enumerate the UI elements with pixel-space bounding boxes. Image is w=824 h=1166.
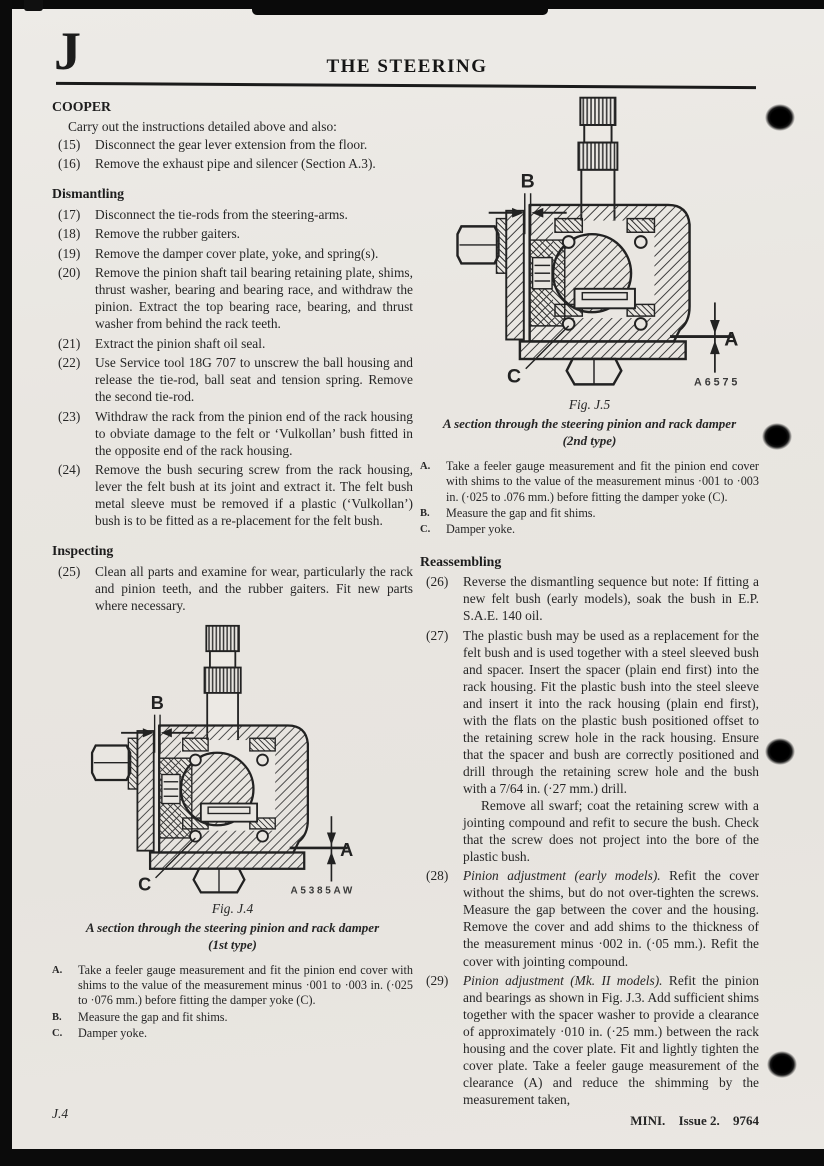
note-letter: A. <box>420 460 431 472</box>
figure-j5-drawing <box>438 92 750 392</box>
step-29 <box>420 972 759 1108</box>
callout-a: A <box>340 840 354 861</box>
figure-j4-type: (1st type) <box>208 937 257 953</box>
punch-hole <box>767 1051 797 1078</box>
callout-a: A <box>724 328 739 351</box>
step-text: Remove the bush securing screw from the rack housing, lever the felt bush at its joint and extract it. The felt bush metal sleeve must be removed if a plastic (‘Vulkollan’) bush is to be fitted as a re-placement for the felt bush. <box>95 462 413 529</box>
figure-part-number: A6575 <box>694 376 741 389</box>
step-23 <box>52 408 413 459</box>
cover-plate <box>520 341 686 384</box>
step-number: (23) <box>58 408 81 424</box>
figure-j5-caption: A section through the steering pinion and rack damper <box>442 416 737 432</box>
step-15 <box>52 136 413 153</box>
note-text: Take a feeler gauge measurement and fit the pinion end cover with shims to the value of the measurement minus ·001 to ·003 in. (·025 to .076 mm.) before fitting the damper yoke (C). <box>446 458 759 504</box>
callout-b: B <box>520 170 535 193</box>
step-rest: Refit the cover without the shims, but do not over-tighten the screws. Measure the gap between the cover and the housing. Remove the cover and add shims to the thickness of the measurement minus ·002 in. (·05 mm.). Refit the cover with jointing compound. <box>463 868 759 969</box>
figure-note-c <box>52 1026 413 1041</box>
note-letter: B. <box>52 1011 62 1023</box>
step-19 <box>52 245 413 262</box>
step-number: (16) <box>58 156 81 172</box>
cover-plate <box>150 852 304 892</box>
step-text: Clean all parts and examine for wear, particularly the rack and pinion teeth, and the rubber gaiters. Fit new parts where necessary. <box>95 563 413 613</box>
step-18 <box>52 225 413 242</box>
tail-bolt <box>92 738 137 789</box>
step-number: (15) <box>58 136 81 152</box>
note-text: Measure the gap and fit shims. <box>78 1009 228 1024</box>
step-number: (22) <box>58 355 81 371</box>
step-lead-italic: Pinion adjustment (Mk. II models). <box>463 973 663 989</box>
figure-note-a <box>52 963 413 1009</box>
step-text: Remove the damper cover plate, yoke, and spring(s). <box>95 245 379 261</box>
figure-j5-label: Fig. J.5 <box>568 397 611 412</box>
step-number: (25) <box>58 563 81 579</box>
step-number: (27) <box>426 627 449 643</box>
step-number: (17) <box>58 206 81 222</box>
note-letter: A. <box>52 964 63 976</box>
callout-b: B <box>150 693 164 714</box>
section-letter: J <box>54 21 81 81</box>
figure-j4-notes <box>52 963 413 1042</box>
step-text <box>463 867 759 969</box>
footer-code: 9764 <box>733 1113 759 1128</box>
page-title: THE STEERING <box>326 56 488 77</box>
scan-edge-bottom <box>0 1149 824 1166</box>
step-number: (29) <box>426 973 449 989</box>
step-paragraph-2: Remove all swarf; coat the retaining screw with a jointing compound and refit to secure the bush. Check that the screw does not project into the bore of the plastic bush. <box>463 797 759 864</box>
step-text <box>463 972 759 1108</box>
figure-note-b <box>52 1010 413 1025</box>
step-rest: Refit the pinion and bearings as shown in Fig. J.3. Add sufficient shims together with the spacer washer to provide a clearance of approximately ·010 in. (·25 mm.) between the rack housing and the cover plate. Fit and lightly tighten the cover plate. Take a feeler gauge measurement of the clearance (A) and reduce the shimming by the measurement taken, <box>463 973 759 1108</box>
step-17 <box>52 206 413 223</box>
scan-mark <box>24 0 43 11</box>
step-text: Disconnect the gear lever extension from the floor. <box>95 136 368 152</box>
step-number: (21) <box>58 335 81 351</box>
figure-note-a <box>420 459 759 505</box>
figure-j4-label: Fig. J.4 <box>211 900 254 916</box>
right-column <box>420 92 759 1111</box>
figure-j5-type: (2nd type) <box>562 433 617 449</box>
note-letter: C. <box>420 524 431 536</box>
scan-edge-top-thick <box>252 0 548 15</box>
step-16 <box>52 155 413 172</box>
heading-cooper: COOPER <box>52 99 112 114</box>
heading-dismantling: Dismantling <box>52 186 125 202</box>
step-number: (18) <box>58 226 81 242</box>
step-24 <box>52 461 413 529</box>
figure-j4 <box>52 624 413 1042</box>
scan-edge-left <box>0 0 12 1166</box>
step-text: Extract the pinion shaft oil seal. <box>95 335 266 351</box>
punch-hole <box>765 738 795 765</box>
step-text <box>463 627 759 865</box>
step-paragraph-1: The plastic bush may be used as a replacement for the felt bush and is used together with a steel sleeved bush and spacer. Insert the spacer (plain end first) into the rack housing. Fit the plastic bush into the steel sleeve and insert it into the rack housing (plain end first), with the flats on the plastic bush positioned offset to the retaining screw hole in the rack housing. Ensure that the spacer and bush are correctly positioned and drill through the retaining screw hole and the bush with a 7/64 in. (·27 mm.) drill. <box>463 627 759 796</box>
figure-note-c <box>420 522 759 537</box>
heading-reassembling: Reassembling <box>420 553 502 569</box>
figure-j4-drawing <box>54 624 384 896</box>
step-26 <box>420 573 759 624</box>
figure-note-b <box>420 506 759 521</box>
step-22 <box>52 354 413 405</box>
step-text: Withdraw the rack from the pinion end of the rack housing to obviate damage to the felt or ‘Vulkollan’ bush fitted in the opposite end of the rack housing. <box>95 408 413 458</box>
callout-c: C <box>507 365 522 388</box>
step-text: Remove the exhaust pipe and silencer (Section A.3). <box>95 156 376 172</box>
punch-hole <box>762 423 792 450</box>
note-text: Damper yoke. <box>446 522 516 537</box>
step-text: Remove the rubber gaiters. <box>95 226 241 242</box>
step-text: Use Service tool 18G 707 to unscrew the ball housing and release the tie-rod, ball seat and tension spring. Remove the second tie-rod. <box>95 355 413 405</box>
footer-brand: MINI. <box>630 1113 666 1128</box>
step-20 <box>52 264 413 332</box>
step-number: (20) <box>58 265 81 281</box>
step-text: Disconnect the tie-rods from the steering-arms. <box>95 206 348 222</box>
step-number: (28) <box>426 868 449 884</box>
page-number: J.4 <box>52 1106 69 1121</box>
tail-bolt <box>458 219 507 274</box>
figure-j4-caption: A section through the steering pinion and rack damper <box>85 919 380 935</box>
figure-part-number: A5385AW <box>290 885 355 896</box>
note-letter: C. <box>52 1028 63 1040</box>
step-25 <box>52 563 413 614</box>
step-lead-italic: Pinion adjustment (early models). <box>463 868 661 884</box>
callout-c: C <box>138 874 152 895</box>
step-number: (19) <box>58 245 81 261</box>
note-text: Measure the gap and fit shims. <box>446 505 596 520</box>
step-text: Remove the pinion shaft tail bearing retaining plate, shims, thrust washer, bearing and bearing race, and withdraw the pinion. Extract the top bearing race, bearing, and thrust washer from behind the rack teeth. <box>95 265 413 332</box>
step-number: (26) <box>426 574 449 590</box>
note-text: Take a feeler gauge measurement and fit the pinion end cover with shims to the value of the measurement minus ·001 to ·003 in. (·025 to ·076 mm.) before fitting the damper yoke (C). <box>78 962 413 1008</box>
step-28 <box>420 867 759 969</box>
step-27 <box>420 627 759 865</box>
heading-inspecting: Inspecting <box>52 543 114 559</box>
step-number: (24) <box>58 462 81 478</box>
step-21 <box>52 335 413 352</box>
note-letter: B. <box>420 507 430 519</box>
figure-j5 <box>420 92 759 538</box>
footer-imprint <box>420 1113 759 1129</box>
footer-issue: Issue 2. <box>678 1113 720 1128</box>
punch-hole <box>765 104 795 131</box>
note-text: Damper yoke. <box>78 1026 148 1041</box>
left-column <box>52 98 413 1043</box>
header-rule <box>56 82 756 89</box>
figure-j5-notes <box>420 459 759 538</box>
step-text: Reverse the dismantling sequence but note: If fitting a new felt bush (early models), soak the bush in E.P. S.A.E. 140 oil. <box>463 574 759 624</box>
intro-text: Carry out the instructions detailed above and also: <box>68 118 337 134</box>
